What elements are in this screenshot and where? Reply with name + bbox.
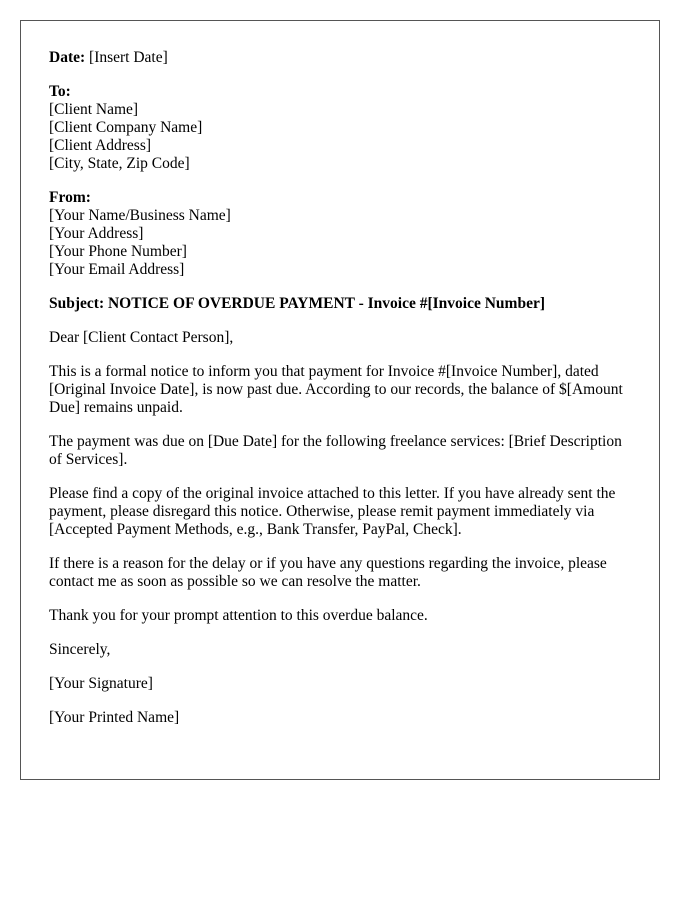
client-address: [Client Address] bbox=[49, 137, 152, 154]
sender-block bbox=[49, 189, 631, 279]
letter-page bbox=[20, 20, 660, 780]
body-paragraph-questions: If there is a reason for the delay or if you have any questions regarding the invoice, please contact me as soon as possible so we can resolve the matter. bbox=[49, 555, 607, 590]
sender-name: [Your Name/Business Name] bbox=[49, 207, 231, 224]
to-label: To: bbox=[49, 83, 71, 100]
client-name: [Client Name] bbox=[49, 101, 139, 118]
sender-email: [Your Email Address] bbox=[49, 261, 185, 278]
recipient-block bbox=[49, 83, 631, 173]
date-value: [Insert Date] bbox=[89, 49, 168, 66]
salutation: Dear [Client Contact Person], bbox=[49, 329, 234, 346]
body-paragraph-due-date: The payment was due on [Due Date] for the following freelance services: [Brief Description of Services]. bbox=[49, 433, 622, 468]
printed-name: [Your Printed Name] bbox=[49, 709, 180, 726]
client-city-state-zip: [City, State, Zip Code] bbox=[49, 155, 190, 172]
signature: [Your Signature] bbox=[49, 675, 153, 692]
closing: Sincerely, bbox=[49, 641, 111, 658]
sender-phone: [Your Phone Number] bbox=[49, 243, 187, 260]
body-paragraph-thanks: Thank you for your prompt attention to this overdue balance. bbox=[49, 607, 428, 624]
client-company-name: [Client Company Name] bbox=[49, 119, 203, 136]
body-paragraph-notice: This is a formal notice to inform you that payment for Invoice #[Invoice Number], dated [Original Invoice Date], is now past due. According to our records, the balance of $[Amount Due] remains unpaid. bbox=[49, 363, 623, 416]
sender-address: [Your Address] bbox=[49, 225, 144, 242]
from-label: From: bbox=[49, 189, 91, 206]
date-label: Date: bbox=[49, 49, 86, 66]
date-line bbox=[49, 49, 631, 67]
body-paragraph-invoice-copy: Please find a copy of the original invoice attached to this letter. If you have already sent the payment, please disregard this notice. Otherwise, please remit payment immediately via [Accepted Payment Methods, e.g., Bank Transfer, PayPal, Check]. bbox=[49, 485, 616, 538]
subject-line: Subject: NOTICE OF OVERDUE PAYMENT - Invoice #[Invoice Number] bbox=[49, 295, 545, 312]
